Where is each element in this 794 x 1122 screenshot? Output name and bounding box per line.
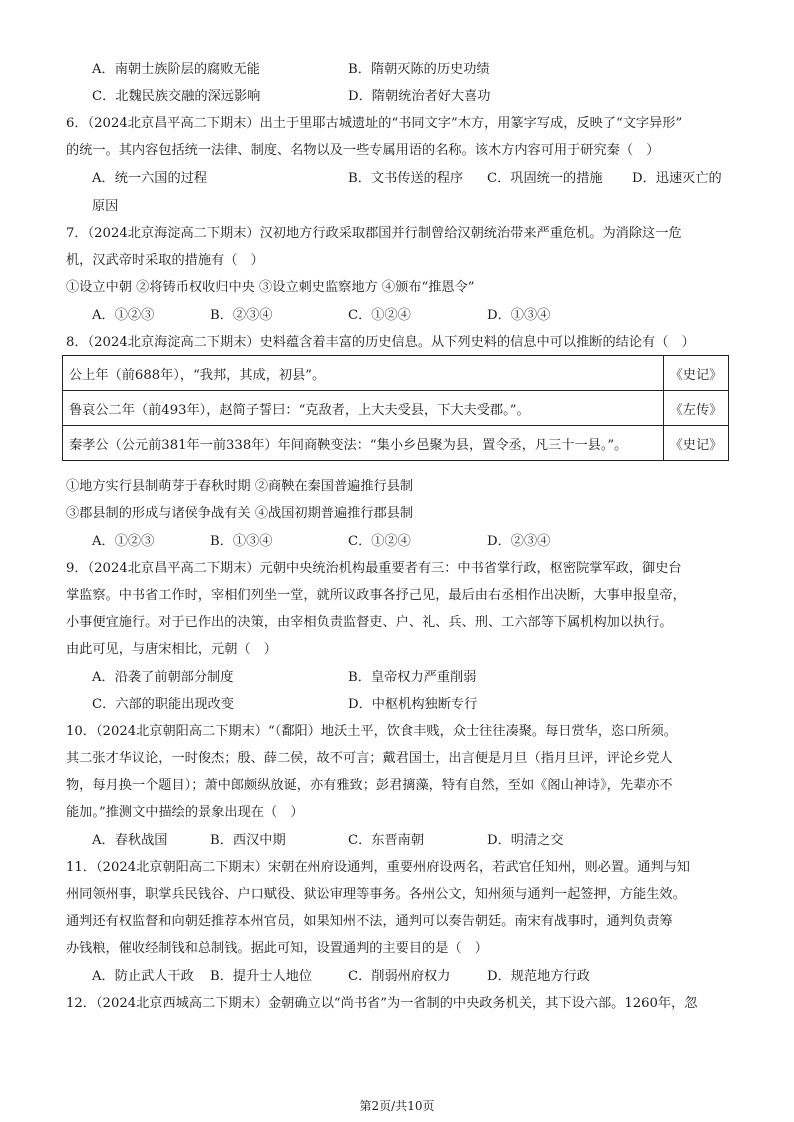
q7-stem-line1: 7．（2024北京海淀高二下期末）汉初地方行政采取郡国并行制曾给汉朝统治带来严重危机。为消除这一危 (66, 226, 682, 241)
q8-option-d: D．②③④ (487, 534, 551, 549)
q10-stem-line3: 物，每月换一个题目）；萧中郎颇纵放诞，亦有雅致；彭君摛藻，特有自然，至如《阁山神诗》，先辈亦不 (66, 778, 673, 793)
q6-option-d: D．迅速灭亡的 (632, 171, 722, 186)
table-row (63, 426, 729, 461)
q7-option-c: C．①②④ (348, 308, 411, 323)
q8-option-b: B．①③④ (210, 534, 273, 549)
q9-option-a: A．沿袭了前朝部分制度 (92, 670, 234, 685)
q9-option-c: C．六部的职能出现改变 (92, 697, 234, 712)
q10-stem-line1: 10．（2024北京朝阳高二下期末）“（鄱阳）地沃土平，饮食丰贱，众士往往凑聚。每日赏华，恣口所须。 (66, 724, 677, 739)
q6-option-d-cont: 原因 (92, 199, 119, 214)
q11-option-c: C．削弱州府权力 (348, 969, 451, 984)
q6-stem-line1: 6．（2024北京昌平高二下期末）出土于里耶古城遗址的“书同文字”木方，用篆字写成，反映了“文字异形” (66, 116, 683, 131)
q5-option-b: B．隋朝灭陈的历史功绩 (348, 62, 490, 77)
page-number: 第2页/共10页 (359, 1099, 435, 1113)
q10-option-d: D．明清之交 (487, 833, 564, 848)
q5-option-a: A．南朝士族阶层的腐败无能 (92, 62, 260, 77)
q9-option-d: D．中枢机构独断专行 (348, 697, 478, 712)
q8-stem-line1: 8．（2024北京海淀高二下期末）史料蕴含着丰富的历史信息。从下列史料的信息中可以推断的结论有（ ） (66, 335, 695, 350)
source-text: 秦孝公（公元前381年一前338年）年间商鞅变法：“集小乡邑聚为县，置令丞，凡三十一县。”。 (63, 426, 664, 461)
q11-stem-line2: 州同领州事，职掌兵民钱谷、户口赋役、狱讼审理等事务。各州公文，知州须与通判一起签押，方能生效。 (66, 887, 686, 902)
q6-option-c: C．巩固统一的措施 (487, 171, 603, 186)
q10-option-a: A．春秋战国 (92, 833, 168, 848)
q10-option-c: C．东晋南朝 (348, 833, 425, 848)
q8-option-c: C．①②④ (348, 534, 411, 549)
q11-option-b: B．提升士人地位 (210, 969, 313, 984)
q7-option-b: B．②③④ (210, 308, 273, 323)
q11-stem-line1: 11．（2024北京朝阳高二下期末）宋朝在州府设通判，重要州府设两名，若武官任知州，则必置。通判与知 (66, 860, 690, 875)
q6-stem-line2: 的统一。其内容包括统一法律、制度、名物以及一些专属用语的名称。该木方内容可用于研究秦（ ） (66, 143, 660, 158)
q9-stem-line4: 由此可见，与唐宋相比，元朝（ ） (66, 642, 277, 657)
q8-statements-1: ①地方实行县制萌芽于春秋时期 ②商鞅在秦国普遍推行县制 (66, 479, 414, 494)
source-text: 鲁哀公二年（前493年），赵简子誓曰：“克敌者，上大夫受县，下大夫受郡。”。 (63, 391, 664, 426)
source-citation: 《史记》 (664, 426, 729, 461)
q7-option-d: D．①③④ (487, 308, 551, 323)
table-row (63, 356, 729, 391)
q7-stem-line2: 机，汉武帝时采取的措施有（ ） (66, 253, 264, 268)
q9-stem-line3: 小事便宜施行。对于已作出的决策，由宰相负责监督吏、户、礼、兵、刑、工六部等下属机构加以执行。 (66, 615, 673, 630)
q10-stem-line2: 其二张才华议论，一时俊杰；殷、薛二侯，故不可言；戴君国士，出言便是月旦（指月旦评，评论乡党人 (66, 751, 673, 766)
q7-option-a: A．①②③ (92, 308, 155, 323)
q8-source-table (62, 355, 729, 461)
q9-stem-line2: 掌监察。中书省工作时，宰相们列坐一堂，就所议政事各抒己见，最后由右丞相作出决断，大事申报皇帝， (66, 588, 686, 603)
source-text: 公上年（前688年），“我邦，其成，初县”。 (63, 356, 664, 391)
q11-stem-line3: 通判还有权监督和向朝廷推荐本州官员，如果知州不法，通判可以奏告朝廷。南宋有战事时，通判负责筹 (66, 914, 673, 929)
q6-option-b: B．文书传送的程序 (348, 171, 464, 186)
q8-option-a: A．①②③ (92, 534, 155, 549)
q10-option-b: B．西汉中期 (210, 833, 286, 848)
q5-option-c: C．北魏民族交融的深远影响 (92, 89, 261, 104)
q11-option-a: A．防止武人干政 (92, 969, 194, 984)
q9-option-b: B．皇帝权力严重削弱 (348, 670, 477, 685)
q11-option-d: D．规范地方行政 (487, 969, 590, 984)
table-row (63, 391, 729, 426)
source-citation: 《史记》 (664, 356, 729, 391)
q6-option-a: A．统一六国的过程 (92, 171, 208, 186)
q5-option-d: D．隋朝统治者好大喜功 (348, 89, 491, 104)
q10-stem-line4: 能加。”推测文中描绘的景象出现在（ ） (66, 805, 304, 820)
q7-statements: ①设立中朝 ②将铸币权收归中央 ③设立刺史监察地方 ④颁布“推恩令” (66, 280, 475, 295)
q12-stem-line1: 12．（2024北京西城高二下期末）金朝确立以“尚书省”为一省制的中央政务机关，其下设六部。1260年，忽 (66, 996, 698, 1011)
q8-statements-2: ③郡县制的形成与诸侯争战有关 ④战国初期普遍推行郡县制 (66, 506, 414, 521)
q11-stem-line4: 办钱粮，催收经制钱和总制钱。据此可知，设置通判的主要目的是（ ） (66, 941, 488, 956)
source-citation: 《左传》 (664, 391, 729, 426)
q9-stem-line1: 9．（2024北京昌平高二下期末）元朝中央统治机构最重要者有三：中书省掌行政，枢密院掌军政，御史台 (66, 561, 682, 576)
